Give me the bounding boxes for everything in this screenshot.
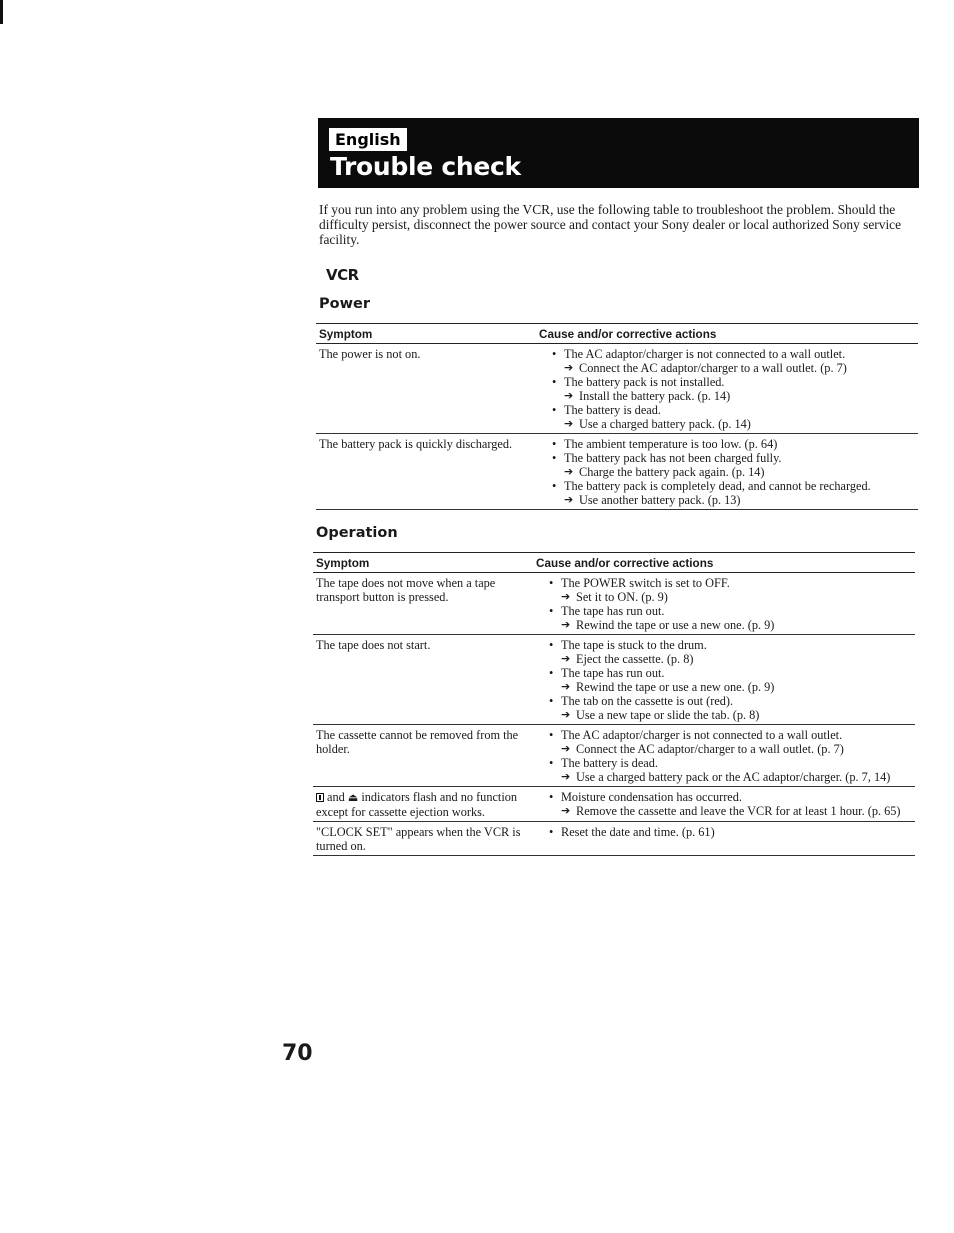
cause-text: The ambient temperature is too low. (p. 64) [564,437,778,451]
remedy-text: Remove the cassette and leave the VCR for at least 1 hour. (p. 65) [576,804,901,818]
remedy-item [552,417,918,431]
bullet-icon: • [549,825,554,839]
remedy-item [552,493,918,507]
remedy-text: Set it to ON. (p. 9) [576,590,668,604]
cause-text: Moisture condensation has occurred. [561,790,742,804]
symptom-column-header: Symptom [319,328,373,341]
cause-item [552,403,918,417]
cause-cell [543,728,915,784]
table-row [316,344,918,434]
cassette-indicator-icon [316,793,324,802]
cause-cell [543,638,915,722]
remedy-text: Connect the AC adaptor/charger to a wall outlet. (p. 7) [576,742,844,756]
table-row [316,434,918,510]
arrow-right-icon: ➔ [564,417,574,430]
remedy-item [549,680,915,694]
remedy-item [552,465,918,479]
bullet-icon: • [552,451,557,465]
cause-cell [546,437,918,507]
arrow-right-icon: ➔ [561,708,571,721]
cause-text: Reset the date and time. (p. 61) [561,825,715,839]
cause-text: The battery is dead. [561,756,658,770]
symptom-column-header: Symptom [316,557,370,570]
cause-item [549,694,915,708]
cause-text: The POWER switch is set to OFF. [561,576,730,590]
remedy-item [549,742,915,756]
language-tag: English [329,128,407,151]
cause-cell [543,576,915,632]
bullet-icon: • [552,437,557,451]
remedy-item [549,708,915,722]
margin-mark [0,0,3,24]
cause-item [552,451,918,465]
bullet-icon: • [549,638,554,652]
cause-item [552,347,918,361]
cause-column-header: Cause and/or corrective actions [539,328,717,341]
bullet-icon: • [549,790,554,804]
table-row [313,725,915,787]
table-row [313,635,915,725]
symptom-cell: The battery pack is quickly discharged. [319,437,513,451]
arrow-right-icon: ➔ [561,652,571,665]
cause-cell [546,347,918,431]
cause-text: The AC adaptor/charger is not connected to a wall outlet. [564,347,846,361]
remedy-text: Rewind the tape or use a new one. (p. 9) [576,680,775,694]
arrow-right-icon: ➔ [564,465,574,478]
bullet-icon: • [552,375,557,389]
remedy-text: Use a new tape or slide the tab. (p. 8) [576,708,760,722]
remedy-item [549,618,915,632]
cause-text: The battery pack is not installed. [564,375,725,389]
cause-text: The tape has run out. [561,604,665,618]
bullet-icon: • [549,666,554,680]
symptom-cell [313,790,543,819]
title-banner [318,118,919,188]
remedy-text: Connect the AC adaptor/charger to a wall outlet. (p. 7) [579,361,847,375]
cause-item [552,479,918,493]
arrow-right-icon: ➔ [561,770,571,783]
bullet-icon: • [552,403,557,417]
cause-text: The tab on the cassette is out (red). [561,694,734,708]
operation-table [313,552,915,856]
remedy-text: Charge the battery pack again. (p. 14) [579,465,765,479]
eject-indicator-icon: ⏏ [347,791,359,804]
symptom-cell: The power is not on. [319,347,421,361]
intro-paragraph: If you run into any problem using the VCR, use the following table to troubleshoot the problem. Should the difficulty persist, disconnect the power source and contact your Sony dealer or local authorized Sony service facility. [319,202,902,247]
power-heading: Power [319,296,370,312]
bullet-icon: • [552,347,557,361]
remedy-item [552,389,918,403]
bullet-icon: • [549,728,554,742]
arrow-right-icon: ➔ [561,618,571,631]
arrow-right-icon: ➔ [561,804,571,817]
symptom-text: indicators flash and no function except for cassette ejection works. [316,790,518,819]
cause-cell [543,790,915,819]
remedy-text: Install the battery pack. (p. 14) [579,389,731,403]
symptom-cell: The tape does not start. [316,638,431,652]
arrow-right-icon: ➔ [561,590,571,603]
table-row [313,787,915,822]
remedy-text: Use a charged battery pack or the AC adaptor/charger. (p. 7, 14) [576,770,891,784]
bullet-icon: • [549,576,554,590]
symptom-cell: The cassette cannot be removed from the holder. [316,728,519,756]
remedy-text: Eject the cassette. (p. 8) [576,652,694,666]
table-header [313,552,915,573]
arrow-right-icon: ➔ [561,680,571,693]
cause-item [549,756,915,770]
arrow-right-icon: ➔ [564,361,574,374]
cause-item [549,576,915,590]
arrow-right-icon: ➔ [561,742,571,755]
symptom-cell: "CLOCK SET" appears when the VCR is turned on. [316,825,521,853]
power-table [316,323,918,510]
cause-text: The tape has run out. [561,666,665,680]
remedy-text: Use a charged battery pack. (p. 14) [579,417,751,431]
remedy-item [552,361,918,375]
bullet-icon: • [549,694,554,708]
page-number: 70 [282,1041,313,1066]
table-rows [313,573,915,856]
cause-item [549,790,915,804]
cause-text: The tape is stuck to the drum. [561,638,707,652]
cause-column-header: Cause and/or corrective actions [536,557,714,570]
arrow-right-icon: ➔ [564,389,574,402]
remedy-item [549,590,915,604]
cause-item [549,728,915,742]
bullet-icon: • [552,479,557,493]
remedy-item [549,770,915,784]
page-title: Trouble check [330,152,521,181]
cause-text: The AC adaptor/charger is not connected to a wall outlet. [561,728,843,742]
table-header [316,323,918,344]
remedy-text: Rewind the tape or use a new one. (p. 9) [576,618,775,632]
cause-item [549,825,915,839]
remedy-item [549,804,915,818]
arrow-right-icon: ➔ [564,493,574,506]
cause-text: The battery is dead. [564,403,661,417]
bullet-icon: • [549,756,554,770]
symptom-text: and [327,790,345,804]
cause-item [549,638,915,652]
cause-item [552,437,918,451]
vcr-heading: VCR [326,266,359,284]
table-rows [316,344,918,510]
table-row [313,573,915,635]
operation-heading: Operation [316,525,398,541]
cause-item [549,604,915,618]
bullet-icon: • [549,604,554,618]
cause-text: The battery pack is completely dead, and cannot be recharged. [564,479,871,493]
remedy-item [549,652,915,666]
symptom-cell: The tape does not move when a tape transport button is pressed. [316,576,496,604]
cause-item [549,666,915,680]
cause-text: The battery pack has not been charged fully. [564,451,782,465]
remedy-text: Use another battery pack. (p. 13) [579,493,741,507]
cause-cell [543,825,915,853]
table-row [313,822,915,856]
cause-item [552,375,918,389]
